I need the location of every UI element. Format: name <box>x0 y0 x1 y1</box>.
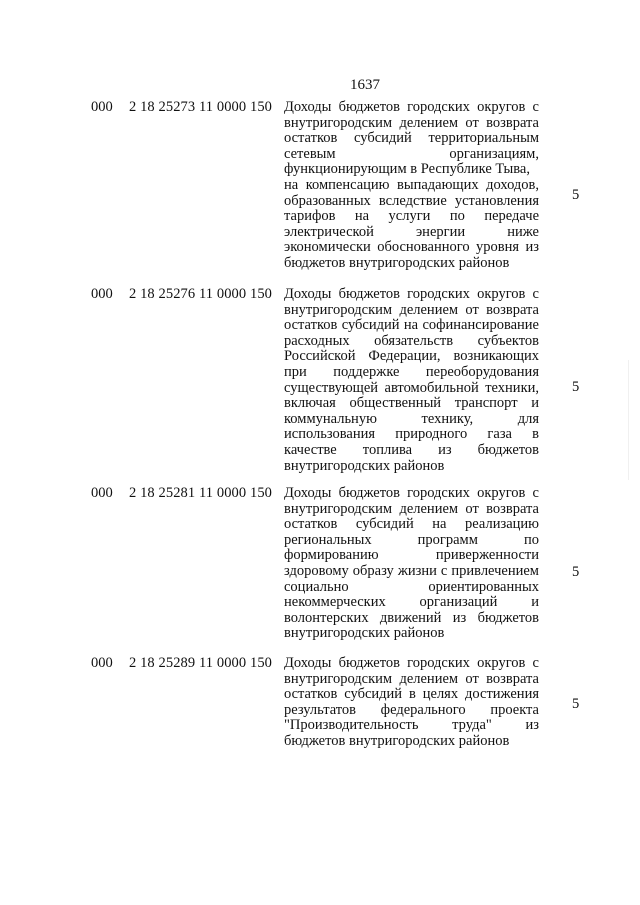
description-line: экономически обоснованного уровня из <box>284 239 539 256</box>
description-line: включая общественный транспорт и <box>284 395 539 412</box>
description-line: остатков субсидий территориальным <box>284 130 539 147</box>
description-line: внутригородским делением от возврата <box>284 670 539 687</box>
description-line: остатков субсидий в целях достижения <box>284 686 539 703</box>
page-number: 1637 <box>350 77 380 93</box>
description-line: существующей автомобильной техники, <box>284 379 539 396</box>
description-line: внутригородским делением от возврата <box>284 500 539 517</box>
description-line: внутригородских районов <box>284 457 445 474</box>
norm-value: 5 <box>572 564 580 580</box>
income-code: 2 18 25289 11 0000 150 <box>129 655 273 671</box>
description-line: образованных вследствие установления <box>284 192 539 209</box>
description-line: внутригородским делением от возврата <box>284 114 539 131</box>
description-line: волонтерских движений из бюджетов <box>284 609 539 626</box>
description-line: Российской Федерации, возникающих <box>284 348 539 365</box>
description-line: бюджетов внутригородских районов <box>284 732 510 749</box>
description-line: сетевым организациям, <box>284 145 539 162</box>
income-code: 2 18 25273 11 0000 150 <box>129 99 273 115</box>
admin-code: 000 <box>91 99 113 115</box>
description-line: качестве топлива из бюджетов <box>284 441 539 458</box>
description-line: расходных обязательств субъектов <box>284 332 539 349</box>
admin-code: 000 <box>91 485 113 501</box>
description-line: использования природного газа в <box>284 426 539 443</box>
scan-edge-mark <box>628 360 629 480</box>
description-line: остатков субсидий на софинансирование <box>284 317 539 334</box>
description-line: социально ориентированных <box>284 578 539 595</box>
admin-code: 000 <box>91 286 113 302</box>
description-line: бюджетов внутригородских районов <box>284 254 510 271</box>
description-line: региональных программ по <box>284 531 539 548</box>
description-line: Доходы бюджетов городских округов с <box>284 99 539 115</box>
norm-value: 5 <box>572 379 580 395</box>
description-line: при поддержке переоборудования <box>284 363 539 380</box>
income-description <box>284 100 539 272</box>
income-description <box>284 287 539 474</box>
description-line: на компенсацию выпадающих доходов, <box>284 176 539 193</box>
description-line: электрической энергии ниже <box>284 223 539 240</box>
description-line: внутригородским делением от возврата <box>284 301 539 318</box>
description-line: коммунальную технику, для <box>284 410 539 427</box>
description-line: здоровому образу жизни с привлечением <box>284 562 539 579</box>
admin-code: 000 <box>91 655 113 671</box>
income-code: 2 18 25276 11 0000 150 <box>129 286 273 302</box>
description-line: "Производительность труда" из <box>284 717 539 734</box>
description-line: результатов федерального проекта <box>284 701 539 718</box>
income-code: 2 18 25281 11 0000 150 <box>129 485 273 501</box>
norm-value: 5 <box>572 696 580 712</box>
description-line: внутригородских районов <box>284 625 445 642</box>
income-description <box>284 486 539 642</box>
description-line: тарифов на услуги по передаче <box>284 208 539 225</box>
description-line: Доходы бюджетов городских округов с <box>284 485 539 501</box>
description-line: некоммерческих организаций и <box>284 594 539 611</box>
description-line: остатков субсидий на реализацию <box>284 516 539 533</box>
description-line: функционирующим в Республике Тыва, <box>284 161 530 178</box>
description-line: Доходы бюджетов городских округов с <box>284 286 539 302</box>
description-line: формированию приверженности <box>284 547 539 564</box>
norm-value: 5 <box>572 187 580 203</box>
description-line: Доходы бюджетов городских округов с <box>284 655 539 671</box>
income-description <box>284 656 539 750</box>
